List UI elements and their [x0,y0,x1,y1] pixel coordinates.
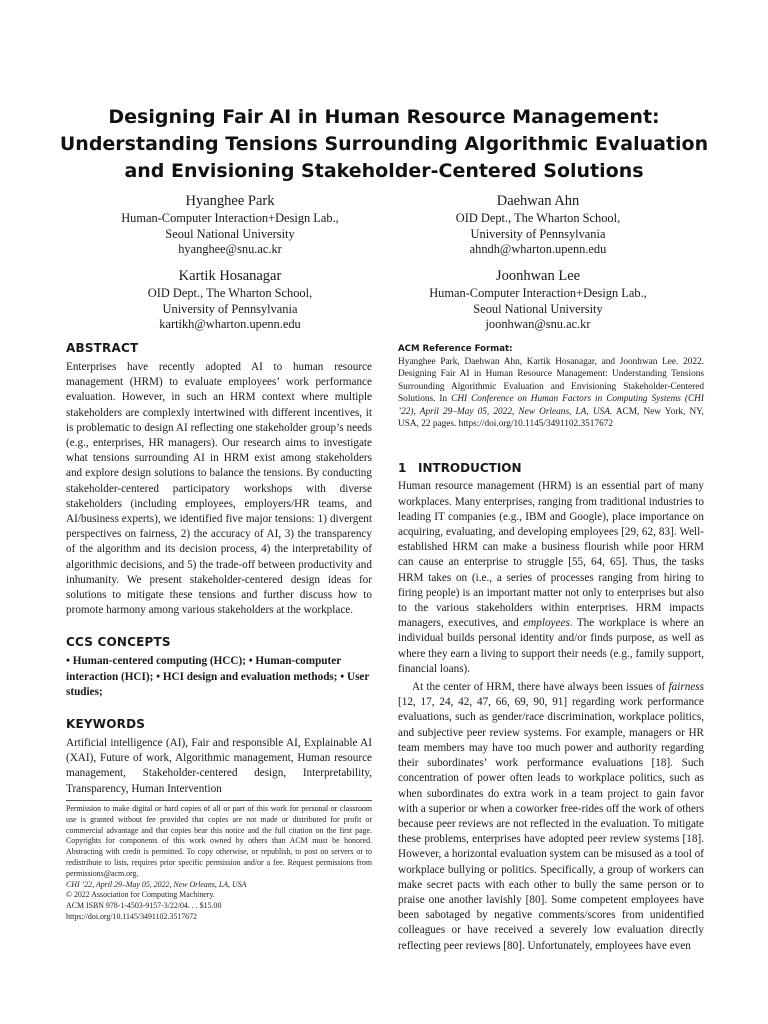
intro-paragraph-1: Human resource management (HRM) is an essential part of many workplaces. Many enterprises, ranging from traditional industries to leading IT companies (e.g., IBM and Google), place importance on acquiring, evaluating, and developing employees [29, 62, 83]. Well-established HRM can make a business flourish while poor HRM can cause an enterprise to struggle [55, 64, 65]. Thus, the tasks HRM takes on (i.e., a series of processes ranging from hiring to firing people) is an important matter not only to enterprises but also to the various stakeholders within enterprises. HRM impacts managers, executives, and employees. The workplace is where an individual builds personal identity and/or finds purpose, as well as where they earn a living to support their needs (e.g., family support, financial loans). [398,480,705,675]
author-name: Hyanghee Park [185,193,275,209]
author-email: joonhwan@snu.ac.kr [485,317,591,331]
copyright-text: © 2022 Association for Computing Machinery. [66,890,215,900]
author-affiliation-2: University of Pennsylvania [162,301,298,316]
reference-end: ACM, New York, NY, USA, 22 pages. https://doi.org/10.1145/3491102.3517672 [398,406,704,430]
keywords-text: Artificial intelligence (AI), Fair and responsible AI, Explainable AI (XAI), Future of work, Algorithmic management, Human resource management, Stakeholder-centered design, Interpretability, Transparency, Human Intervention [66,737,372,795]
title-line-2: Understanding Tensions Surrounding Algorithmic Evaluation [59,133,709,155]
author-name: Daehwan Ahn [496,193,580,209]
author-block-1 [80,191,380,258]
author-email: ahndh@wharton.upenn.edu [469,242,607,256]
intro-paragraph-2: At the center of HRM, there have always been issues of fairness [12, 17, 24, 42, 47, 66, 69, 90, 91] regarding work performance evaluations, such as gender/race discrimination, workplace politics, and subjective peer review systems. For example, managers or HR team members may have too much power and authority regarding their subordinates’ work performance evaluations [18]. Such concentration of power often leads to workplace politics, such as when subordinates do extra work in a team project to gain favor with a superior or when a coworker free-rides off the work of others because peer reviews are not reflected in the evaluation. To mitigate these problems, enterprises have adopted peer review systems [18]. However, a horizontal evaluation system can be misused as a tool of workplace bullying or politics. Specifically, a group of workers can make secret pacts with each other to bully the same person or to praise one another lavishly [80]. Some competent employees have been sabotaged by negative comments/scores from unidentified colleagues or have received a severely low evaluation directly reflecting peer reviews [80]. Unfortunately, employees have even [398,681,704,952]
permission-footnote [66,800,372,923]
author-affiliation-1: Human-Computer Interaction+Design Lab., [429,286,647,300]
reference-plain: Hyanghee Park, Daehwan Ahn, Kartik Hosanagar, and Joonhwan Lee. 2022. Designing Fair AI in Human Resource Management: Understanding Tensions Surrounding Algorithmic Evaluation and Envisioning Stakeholder-Centered Solutions. In [398,357,704,405]
author-name: Kartik Hosanagar [178,268,282,284]
section-title: INTRODUCTION [418,461,522,476]
author-affiliation-1: OID Dept., The Wharton School, [455,211,621,225]
keywords-heading: KEYWORDS [66,717,146,732]
ccs-text: • Human-centered computing (HCC); • Human-computer interaction (HCI); • HCI design and evaluation methods; • User studies; [66,655,370,698]
title-line-1: Designing Fair AI in Human Resource Management: [108,106,660,128]
author-affiliation-1: OID Dept., The Wharton School, [147,286,313,300]
author-affiliation-2: University of Pennsylvania [470,226,606,241]
permission-text: Permission to make digital or hard copies of all or part of this work for personal or classroom use is granted without fee provided that copies are not made or distributed for profit or commercial advantage and that copies bear this notice and the full citation on the first page. Copyrights for components of this work owned by others than ACM must be honored. Abstracting with credit is permitted. To copy otherwise, or republish, to post on servers or to redistribute to lists, requires prior specific permission and/or a fee. Request permissions from permissions@acm.org. [66,804,372,878]
author-block-2 [388,191,688,258]
doi-link[interactable]: https://doi.org/10.1145/3491102.3517672 [66,911,198,921]
abstract-heading: ABSTRACT [66,341,139,355]
paper-title [50,104,718,185]
abstract-text: Enterprises have recently adopted AI to human resource management (HRM) to evaluate employees’ work performance evaluation. However, in such an HRM context where multiple stakeholders are complexly intertwined with different incentives, it is problematic to design AI reflecting one stakeholder group’s needs (e.g., enterprises, HR managers). Our research aims to investigate what tensions surrounding AI in HRM exist among stakeholders and explore design solutions to balance the tensions. By conducting stakeholder-centered participatory workshops with diverse stakeholders (including employees, employers/HR teams, and AI/business experts), we identified five major tensions: 1) divergent perspectives on fairness, 2) the accuracy of AI, 3) the transparency of the algorithm and its decision process, 4) the interpretability of algorithmic decisions, and 5) the trade-off between productivity and inhumanity. We present stakeholder-centered design ideas for solutions to mitigate these tensions and further discuss how to promote harmony among various stakeholders at the workplace. [66,361,372,617]
author-affiliation-2: Seoul National University [473,301,603,316]
author-affiliation-1: Human-Computer Interaction+Design Lab., [121,211,339,225]
reference-venue: CHI Conference on Human Factors in Computing Systems (CHI ’22), April 29–May 05, 2022, New Orleans, LA, USA. [398,394,704,417]
author-block-4 [388,266,688,333]
author-affiliation-2: Seoul National University [165,226,295,241]
author-name: Joonhwan Lee [495,268,581,284]
title-line-3: and Envisioning Stakeholder-Centered Solutions [124,160,644,182]
isbn-text: ACM ISBN 978-1-4503-9157-3/22/04. . . $15.00 [66,901,222,911]
ccs-heading: CCS CONCEPTS [66,635,171,650]
venue-text: CHI ’22, April 29–May 05, 2022, New Orleans, LA, USA [66,879,247,889]
reference-format-text [398,356,704,430]
author-block-3 [80,266,380,333]
right-column [398,343,704,954]
section-number: 1 [398,461,407,476]
author-email: hyanghee@snu.ac.kr [178,242,282,256]
author-email: kartikh@wharton.upenn.edu [159,317,301,331]
left-column [66,340,372,797]
reference-format-heading: ACM Reference Format: [398,344,513,354]
introduction-heading [398,460,704,476]
